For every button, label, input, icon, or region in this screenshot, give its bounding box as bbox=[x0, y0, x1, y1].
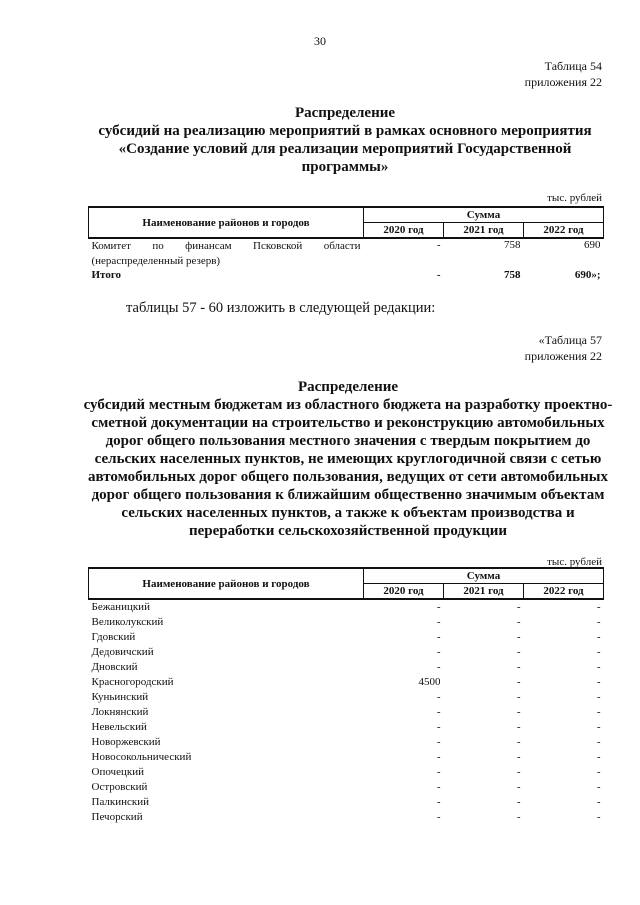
table-row bbox=[89, 238, 604, 269]
table-row bbox=[89, 765, 604, 780]
row-value-2020: - bbox=[436, 796, 441, 808]
row-value-2022: - bbox=[596, 766, 601, 778]
row-name: Дедовичский bbox=[91, 646, 154, 658]
table57-heading bbox=[78, 378, 618, 540]
table57-body bbox=[89, 599, 604, 825]
row-value-2022: - bbox=[596, 706, 601, 718]
row-name: Палкинский bbox=[91, 796, 150, 808]
table54-reference bbox=[525, 58, 602, 90]
row-value-2022: - bbox=[596, 616, 601, 628]
row-value-2020: - bbox=[436, 646, 441, 658]
row-value-2021: 758 bbox=[504, 239, 521, 251]
table54-title-body: субсидий на реализацию мероприятий в рамках основного мероприятия «Создание условий для реализации мероприятий Государственной программы» bbox=[98, 123, 592, 175]
table57-reference bbox=[525, 332, 602, 364]
row-value-2020: - bbox=[436, 766, 441, 778]
row-name: Новоржевский bbox=[91, 736, 161, 748]
row-value-2022: - bbox=[596, 796, 601, 808]
row-value-2021: - bbox=[516, 601, 521, 613]
table-row bbox=[89, 795, 604, 810]
row-value-2021: - bbox=[516, 661, 521, 673]
table57-header-row bbox=[89, 568, 604, 584]
total-value-2020: - bbox=[436, 269, 441, 281]
table57 bbox=[88, 567, 604, 825]
row-name: Печорский bbox=[91, 811, 143, 823]
table-row bbox=[89, 690, 604, 705]
page-number: 30 bbox=[314, 34, 326, 48]
row-value-2022: - bbox=[596, 601, 601, 613]
row-name: Комитет по финансам Псковской области (нераспределенный резерв) bbox=[91, 240, 361, 267]
table57-title-lead: Распределение bbox=[297, 379, 399, 395]
table-row bbox=[89, 615, 604, 630]
row-value-2020: - bbox=[436, 721, 441, 733]
table-row bbox=[89, 780, 604, 795]
amendment-instruction: таблицы 57 - 60 изложить в следующей редакции: bbox=[126, 300, 436, 316]
total-label: Итого bbox=[91, 269, 122, 281]
table-row bbox=[89, 705, 604, 720]
row-value-2020: - bbox=[436, 736, 441, 748]
row-value-2021: - bbox=[516, 631, 521, 643]
total-value-2021: 758 bbox=[504, 269, 521, 281]
table54-year-2020: 2020 год bbox=[364, 223, 444, 239]
table57-col-name: Наименование районов и городов bbox=[89, 568, 364, 599]
row-value-2021: - bbox=[516, 766, 521, 778]
row-value-2022: - bbox=[596, 676, 601, 688]
row-value-2021: - bbox=[516, 736, 521, 748]
table54-ref-line1: Таблица 54 bbox=[544, 59, 602, 73]
row-value-2021: - bbox=[516, 676, 521, 688]
table-row bbox=[89, 750, 604, 765]
row-value-2021: - bbox=[516, 796, 521, 808]
row-name: Гдовский bbox=[91, 631, 136, 643]
table54-year-2021: 2021 год bbox=[444, 223, 524, 239]
row-name: Опочецкий bbox=[91, 766, 144, 778]
table-row bbox=[89, 645, 604, 660]
row-value-2022: - bbox=[596, 691, 601, 703]
row-value-2020: - bbox=[436, 706, 441, 718]
row-name: Локнянский bbox=[91, 706, 149, 718]
row-value-2022: - bbox=[596, 661, 601, 673]
table-row bbox=[89, 675, 604, 690]
row-value-2020: - bbox=[436, 631, 441, 643]
table-row bbox=[89, 810, 604, 825]
table57-year-2021: 2021 год bbox=[444, 584, 524, 600]
row-name: Куньинский bbox=[91, 691, 149, 703]
row-value-2020: - bbox=[436, 601, 441, 613]
row-name: Островский bbox=[91, 781, 148, 793]
table54-title-lead: Распределение bbox=[294, 105, 396, 121]
row-value-2022: 690 bbox=[584, 239, 601, 251]
row-value-2022: - bbox=[596, 781, 601, 793]
table54-heading bbox=[80, 104, 610, 176]
table54 bbox=[88, 206, 604, 281]
table57-col-sum: Сумма bbox=[364, 568, 604, 584]
row-value-2020: 4500 bbox=[418, 676, 441, 688]
row-value-2020: - bbox=[436, 811, 441, 823]
row-value-2020: - bbox=[436, 751, 441, 763]
row-name: Дновский bbox=[91, 661, 138, 673]
row-value-2022: - bbox=[596, 721, 601, 733]
row-value-2020: - bbox=[436, 661, 441, 673]
table54-unit: тыс. рублей bbox=[547, 192, 602, 204]
row-value-2021: - bbox=[516, 646, 521, 658]
row-value-2021: - bbox=[516, 811, 521, 823]
table-row bbox=[89, 735, 604, 750]
row-value-2021: - bbox=[516, 751, 521, 763]
table57-year-2020: 2020 год bbox=[364, 584, 444, 600]
table54-ref-line2: приложения 22 bbox=[524, 75, 602, 89]
table-row bbox=[89, 660, 604, 675]
table-row bbox=[89, 599, 604, 615]
table57-title-body: субсидий местным бюджетам из областного бюджета на разработку проектно-сметной документации на строительство и реконструкцию автомобильных дорог общего пользования местного значения с твердым покрытием до сельских населенных пунктов, не имеющих круглогодичной связи с сетью автомобильных дорог общего пользования, ведущих от сети автомобильных дорог общего пользования к ближайшим общественно значимым объектам сельских населенных пунктов, а также к объектам производства и переработки сельскохозяйственной продукции bbox=[83, 397, 613, 539]
table54-col-sum: Сумма bbox=[364, 207, 604, 223]
row-name: Невельский bbox=[91, 721, 147, 733]
row-name: Новосокольнический bbox=[91, 751, 192, 763]
table54-year-2022: 2022 год bbox=[524, 223, 604, 239]
row-value-2020: - bbox=[436, 239, 441, 251]
table54-col-name: Наименование районов и городов bbox=[89, 207, 364, 238]
row-value-2020: - bbox=[436, 616, 441, 628]
row-value-2022: - bbox=[596, 811, 601, 823]
table-row bbox=[89, 630, 604, 645]
table57-ref-line2: приложения 22 bbox=[524, 349, 602, 363]
row-value-2021: - bbox=[516, 706, 521, 718]
row-value-2021: - bbox=[516, 616, 521, 628]
total-value-2022: 690»; bbox=[574, 269, 601, 281]
row-value-2021: - bbox=[516, 691, 521, 703]
row-value-2022: - bbox=[596, 751, 601, 763]
row-name: Красногородский bbox=[91, 676, 174, 688]
row-value-2022: - bbox=[596, 646, 601, 658]
table-row bbox=[89, 720, 604, 735]
table54-total-row bbox=[89, 269, 604, 281]
table54-header-row bbox=[89, 207, 604, 223]
row-value-2020: - bbox=[436, 691, 441, 703]
row-value-2022: - bbox=[596, 631, 601, 643]
row-value-2022: - bbox=[596, 736, 601, 748]
table57-ref-line1: «Таблица 57 bbox=[538, 333, 602, 347]
row-value-2020: - bbox=[436, 781, 441, 793]
row-value-2021: - bbox=[516, 781, 521, 793]
row-value-2021: - bbox=[516, 721, 521, 733]
table57-year-2022: 2022 год bbox=[524, 584, 604, 600]
row-name: Бежаницкий bbox=[91, 601, 150, 613]
row-name: Великолукский bbox=[91, 616, 164, 628]
table57-unit: тыс. рублей bbox=[547, 556, 602, 568]
